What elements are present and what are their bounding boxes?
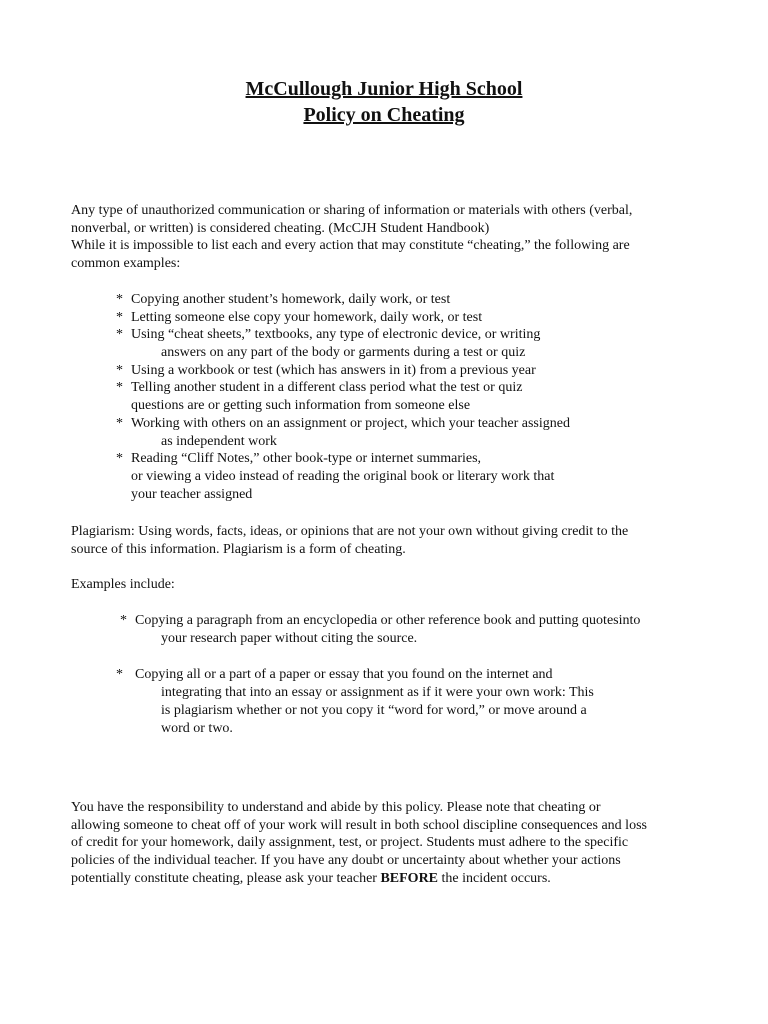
list-item-continuation xyxy=(71,468,711,486)
list-item-continuation xyxy=(71,630,711,648)
list-item-text: is plagiarism whether or not you copy it “word for word,” or move around a xyxy=(161,702,587,718)
list-item xyxy=(71,450,711,468)
closing-line: policies of the individual teacher. If you have any doubt or uncertainty about whether your actions xyxy=(71,853,621,869)
plagiarism-line: source of this information. Plagiarism is a form of cheating. xyxy=(71,541,406,557)
bullet-marker: * xyxy=(116,292,123,307)
list-item-text: answers on any part of the body or garments during a test or quiz xyxy=(161,345,526,361)
list-item-text: word or two. xyxy=(161,720,233,736)
list-item-text: your teacher assigned xyxy=(131,486,253,502)
plagiarism-paragraph xyxy=(71,523,711,558)
list-item-text: Working with others on an assignment or project, which your teacher assigned xyxy=(131,415,570,431)
list-item-text: Copying all or a part of a paper or essay that you found on the internet and xyxy=(135,667,553,682)
list-item-continuation xyxy=(71,720,711,738)
list-item-text: Telling another student in a different class period what the test or quiz xyxy=(131,380,523,396)
list-item-text: integrating that into an essay or assignment as if it were your own work: This xyxy=(161,684,594,700)
list-item-text: your research paper without citing the source. xyxy=(161,630,418,646)
intro-line: common examples: xyxy=(71,256,181,272)
closing-text: the incident occurs. xyxy=(438,870,551,886)
plagiarism-example xyxy=(71,612,711,648)
bullet-marker: * xyxy=(116,451,123,467)
intro-line: While it is impossible to list each and every action that may constitute “cheating,” the following are xyxy=(71,238,630,254)
list-item-text: Using “cheat sheets,” textbooks, any type of electronic device, or writing xyxy=(131,327,541,343)
list-item-continuation xyxy=(71,433,711,451)
intro-paragraph xyxy=(71,202,711,273)
emphasis-text: BEFORE xyxy=(380,870,439,886)
list-item-text: as independent work xyxy=(161,433,277,449)
bullet-marker: * xyxy=(120,613,127,628)
closing-line: of credit for your homework, daily assignment, test, or project. Students must adhere to the specific xyxy=(71,835,629,851)
list-item-text: or viewing a video instead of reading the original book or literary work that xyxy=(131,468,555,484)
list-item xyxy=(71,415,711,433)
bullet-marker: * xyxy=(116,327,123,343)
plagiarism-line: Plagiarism: Using words, facts, ideas, or opinions that are not your own without giving credit to the xyxy=(71,524,629,539)
list-item xyxy=(71,379,711,397)
list-item-text: Letting someone else copy your homework, daily work, or test xyxy=(131,309,483,325)
list-item-continuation xyxy=(71,684,711,702)
list-item xyxy=(71,666,711,684)
plagiarism-example xyxy=(71,666,711,738)
list-item-text: Using a workbook or test (which has answers in it) from a previous year xyxy=(131,362,536,378)
document-subtitle: Policy on Cheating xyxy=(303,104,465,126)
bullet-marker: * xyxy=(116,415,123,431)
intro-line: nonverbal, or written) is considered cheating. (McCJH Student Handbook) xyxy=(71,220,490,236)
document-title: McCullough Junior High School xyxy=(245,78,523,100)
list-item-continuation xyxy=(71,702,711,720)
examples-heading: Examples include: xyxy=(71,577,175,592)
list-item xyxy=(71,362,711,380)
bullet-marker: * xyxy=(116,380,123,396)
bullet-marker: * xyxy=(116,309,123,325)
closing-text: potentially constitute cheating, please ask your teacher xyxy=(71,870,381,886)
closing-line: You have the responsibility to understand and abide by this policy. Please note that cheating or xyxy=(71,800,601,815)
list-item-text: questions are or getting such information from someone else xyxy=(131,398,471,414)
list-item-text: Reading “Cliff Notes,” other book-type or internet summaries, xyxy=(131,451,482,467)
bullet-marker: * xyxy=(116,362,123,378)
list-item-text: Copying a paragraph from an encyclopedia or other reference book and putting quotesinto xyxy=(135,613,641,628)
list-item-continuation xyxy=(71,397,711,415)
cheating-examples-list xyxy=(71,291,711,503)
list-item xyxy=(71,309,711,327)
list-item-continuation xyxy=(71,486,711,504)
list-item-text: Copying another student’s homework, daily work, or test xyxy=(131,292,451,307)
list-item xyxy=(71,326,711,344)
closing-line xyxy=(71,870,701,888)
list-item xyxy=(71,291,711,309)
bullet-marker: * xyxy=(116,667,123,682)
closing-paragraph xyxy=(71,799,701,888)
closing-line: allowing someone to cheat off of your work will result in both school discipline consequences and loss xyxy=(71,817,647,833)
intro-line: Any type of unauthorized communication or sharing of information or materials with others (verbal, xyxy=(71,203,633,218)
list-item-continuation xyxy=(71,344,711,362)
list-item xyxy=(71,612,711,630)
